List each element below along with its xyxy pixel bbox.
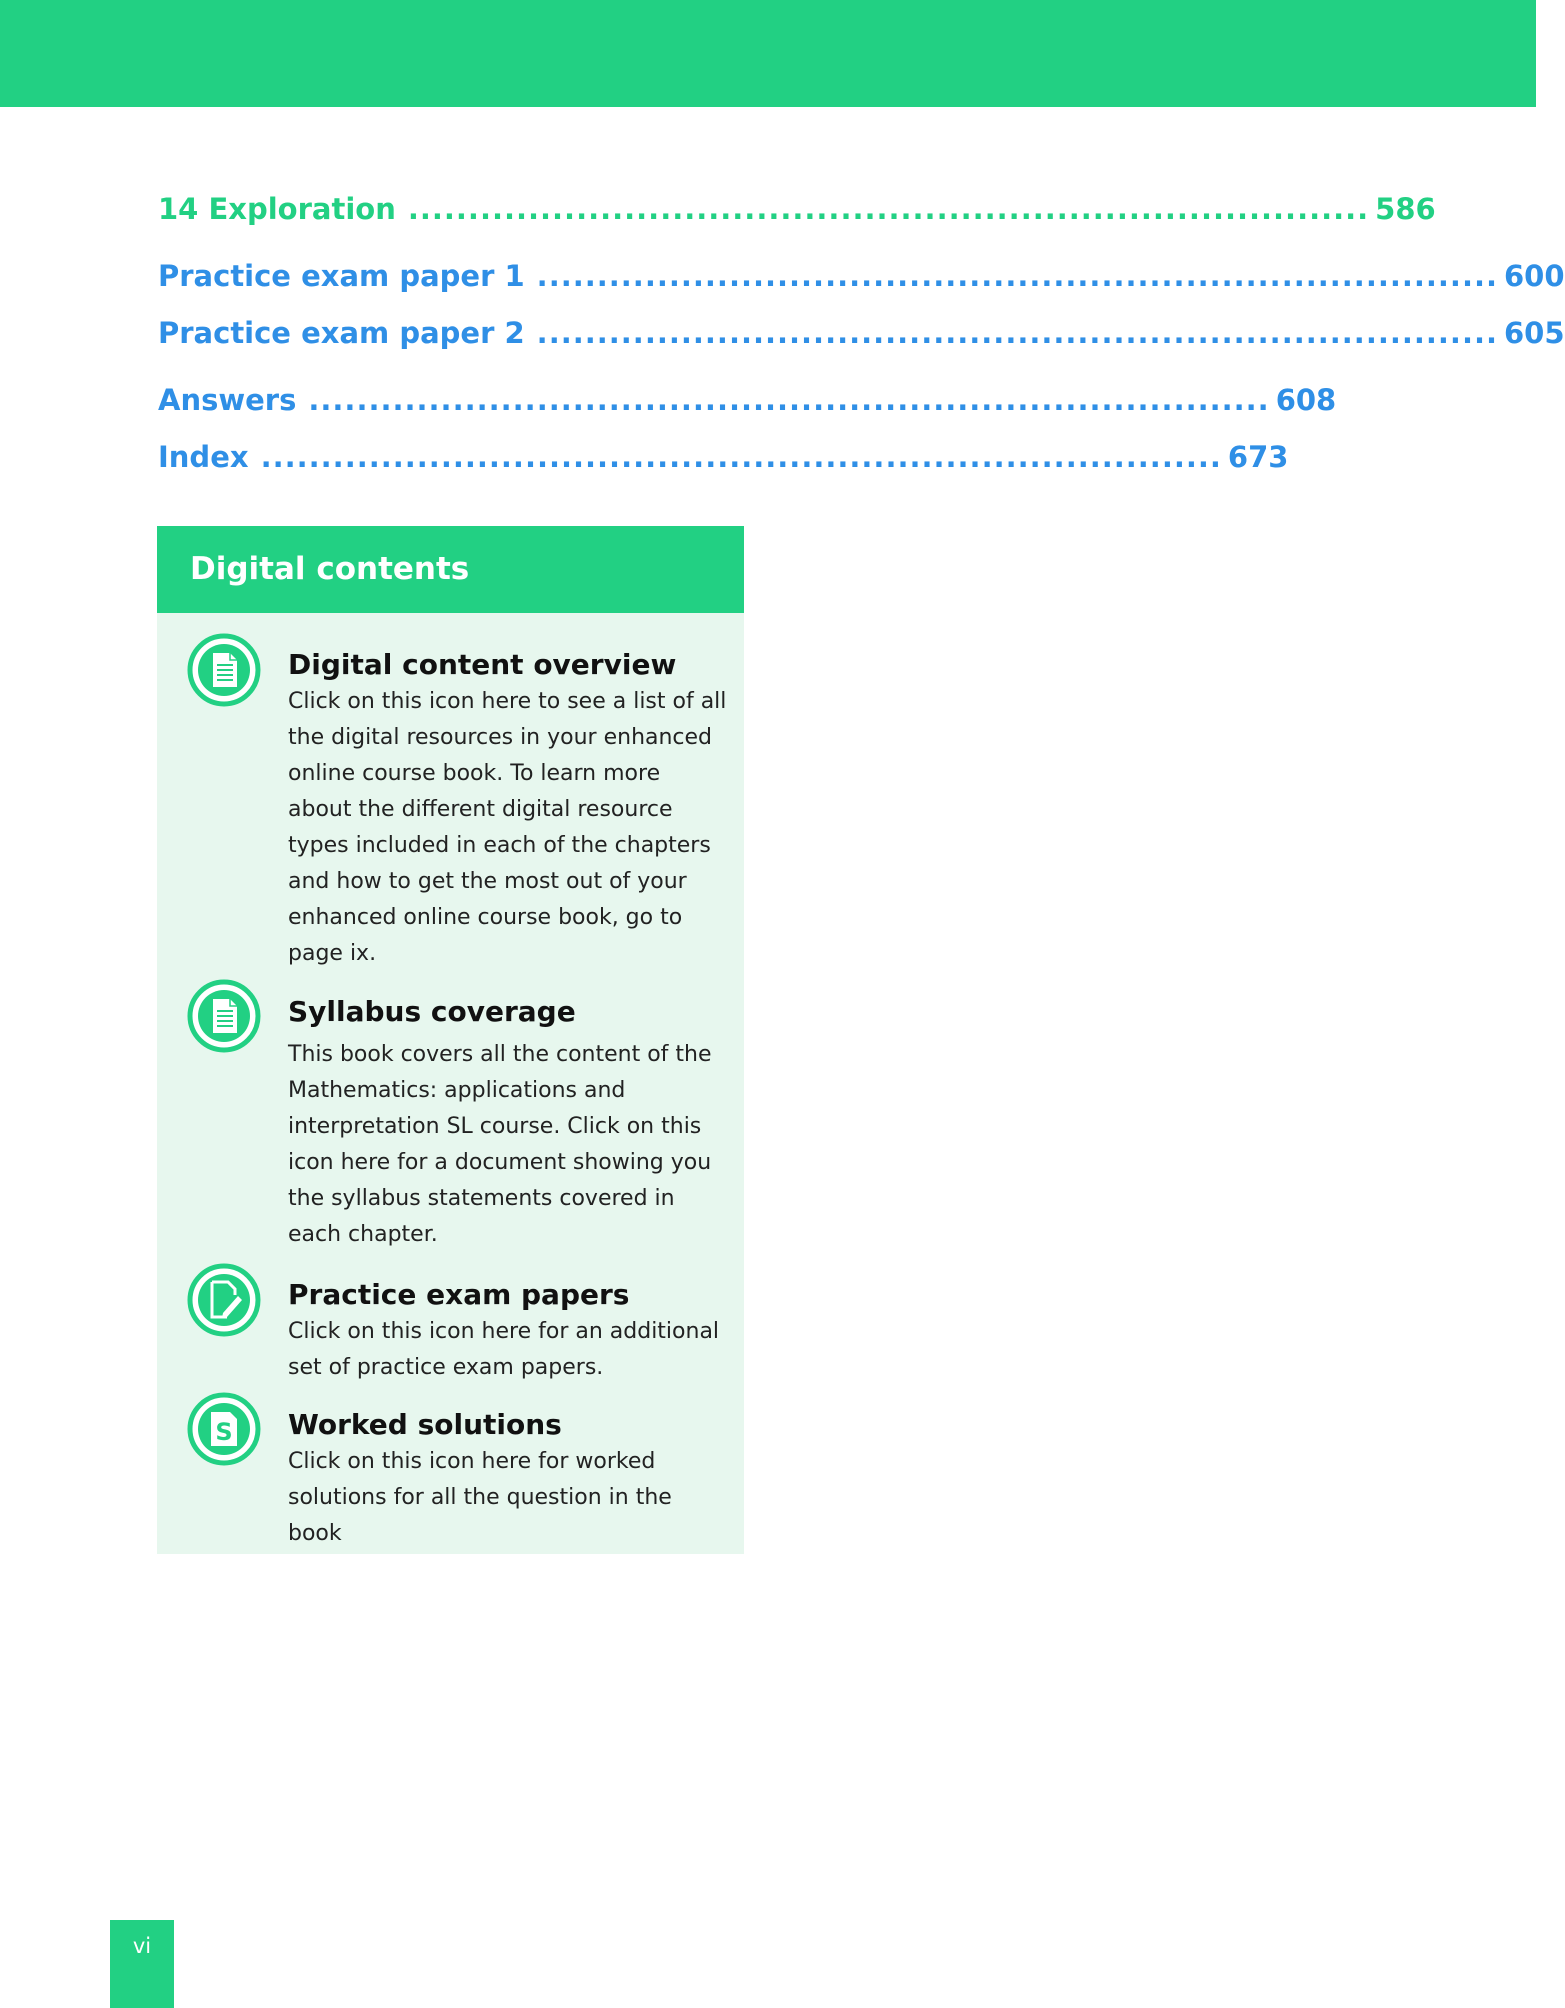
toc-entry-page: 605 <box>1504 316 1565 350</box>
page-number-tab <box>110 1920 174 2008</box>
toc-entry-label: 14 Exploration <box>158 192 396 226</box>
digital-item-description: Click on this icon here for worked solutions for all the question in the book <box>288 1449 672 1546</box>
digital-item-description: Click on this icon here for an additional set of practice exam papers. <box>288 1319 720 1380</box>
toc-entry-practice-exam-paper-1[interactable] <box>158 256 1565 296</box>
digital-contents-header <box>157 526 744 613</box>
digital-item-practice-exams <box>288 1276 728 1386</box>
toc-entry-label: Practice exam paper 1 <box>158 259 525 293</box>
digital-item-description: Click on this icon here to see a list of all the digital resources in your enhanced online course book. To learn more about the different digital resource types included in each of the chapters and how to get the most out of your enhanced online course book, go to page ix. <box>288 689 727 966</box>
toc-entry-page: 608 <box>1275 383 1337 417</box>
digital-item-worked-solutions <box>288 1406 728 1552</box>
toc-entry-label: Answers <box>158 383 297 417</box>
toc-dot-leader: ................................................................................ <box>536 259 1498 293</box>
digital-item-title: Digital content overview <box>288 648 677 681</box>
toc-entry-page: 600 <box>1504 259 1565 293</box>
exam-paper-icon[interactable] <box>187 1263 261 1337</box>
digital-item-syllabus <box>288 993 728 1253</box>
toc-entry-label: Index <box>158 440 249 474</box>
toc-dot-leader: ................................................................................ <box>407 192 1370 226</box>
toc-entry-practice-exam-paper-2[interactable] <box>158 313 1565 353</box>
worked-solutions-icon[interactable] <box>187 1392 261 1466</box>
toc-dot-leader: ................................................................................ <box>308 383 1270 417</box>
digital-item-overview <box>288 646 728 972</box>
toc-entry-page: 673 <box>1227 440 1289 474</box>
toc-entry-page: 586 <box>1375 192 1436 226</box>
digital-contents-panel <box>157 526 744 1554</box>
toc-entry-label: Practice exam paper 2 <box>158 316 525 350</box>
svg-text:S: S <box>215 1418 233 1446</box>
toc-dot-leader: ................................................................................ <box>260 440 1222 474</box>
page-number: vi <box>132 1934 152 1958</box>
toc-dot-leader: ................................................................................ <box>536 316 1498 350</box>
digital-contents-title: Digital contents <box>190 551 470 587</box>
document-icon[interactable] <box>187 633 261 707</box>
digital-item-title: Syllabus coverage <box>288 995 576 1028</box>
document-icon[interactable] <box>187 979 261 1053</box>
digital-item-description: This book covers all the content of the Mathematics: applications and interpretation SL course. Click on this icon here for a document showing you the syllabus statements covered in each chapter. <box>288 1042 712 1247</box>
digital-item-title: Practice exam papers <box>288 1278 630 1311</box>
digital-item-title: Worked solutions <box>288 1408 562 1441</box>
toc-entry-index[interactable] <box>158 437 1289 477</box>
toc-entry-answers[interactable] <box>158 380 1337 420</box>
toc-entry-exploration[interactable] <box>158 189 1436 229</box>
header-bar <box>0 0 1536 107</box>
